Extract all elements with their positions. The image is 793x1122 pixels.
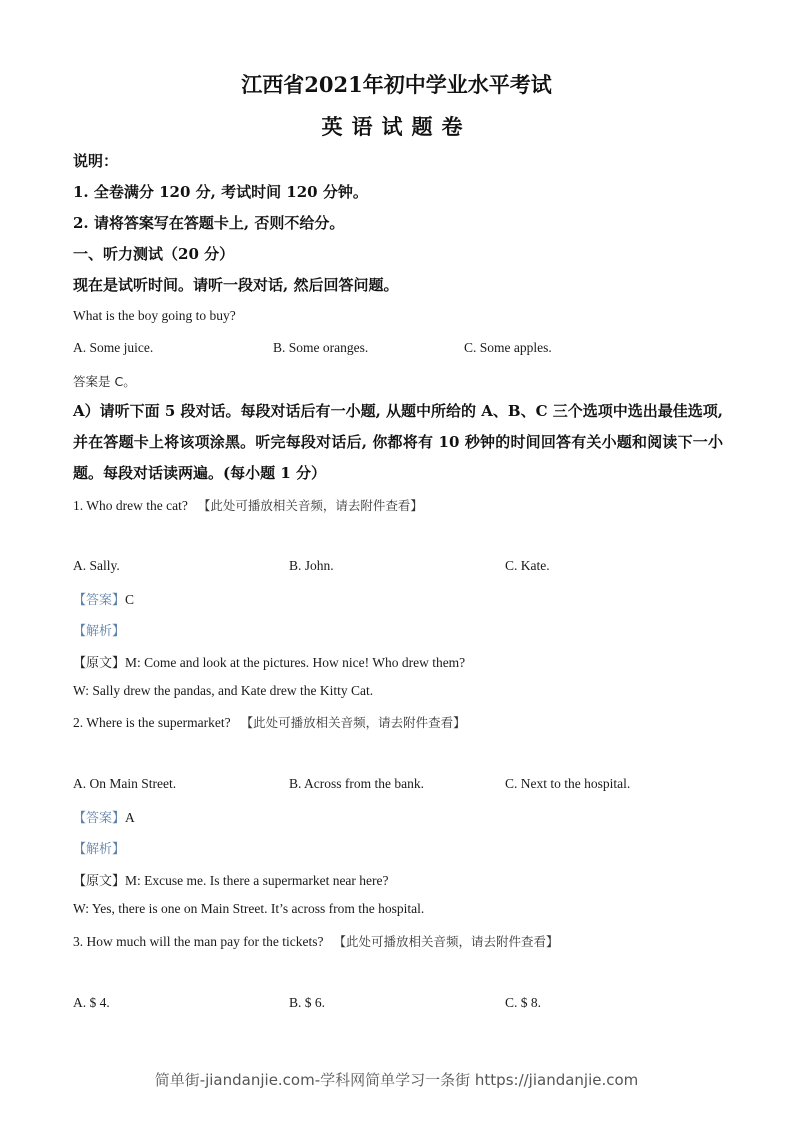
trial-option-b: B. Some oranges. [273,340,369,355]
answer-label: 【答案】 [73,811,126,826]
transcript-text: M: Come and look at the pictures. How nice! Who drew them? [125,655,466,670]
trial-question: What is the boy going to buy? [73,308,236,323]
section-heading: 一、听力测试（20 分） [73,245,235,263]
trial-option-c: C. Some apples. [464,340,552,355]
trial-intro: 现在是试听时间。请听一段对话, 然后回答问题。 [73,276,399,294]
answer-line [73,589,134,609]
option-c: C. Kate. [505,558,550,573]
answer-value: A [125,810,135,825]
question-3 [73,932,558,951]
option-c: C. Next to the hospital. [505,776,631,791]
transcript-text: W: Yes, there is one on Main Street. It’s across from the hospital. [73,901,425,916]
option-a: A. $ 4. [73,995,110,1010]
exam-title: 江西省2021年初中学业水平考试 [241,72,552,97]
option-c: C. $ 8. [505,995,542,1010]
option-a: A. Sally. [73,558,120,573]
analysis-label: 【解析】 [73,842,126,857]
original-label: 【原文】 [73,656,126,671]
option-b: B. Across from the bank. [289,776,424,791]
analysis-label: 【解析】 [73,624,126,639]
option-b: B. John. [289,558,334,573]
answer-label: 【答案】 [73,593,126,608]
instruction-item: 2. 请将答案写在答题卡上, 否则不给分。 [73,214,345,232]
transcript-text: M: Excuse me. Is there a supermarket near here? [125,873,389,888]
question-text: 2. Where is the supermarket? [73,715,231,730]
transcript-text: W: Sally drew the pandas, and Kate drew the Kitty Cat. [73,683,374,698]
trial-option-a: A. Some juice. [73,340,154,355]
transcript-line [73,652,465,672]
part-a-instructions: A）请听下面 5 段对话。每段对话后有一小题, 从题中所给的 A、B、C 三个选项中选出最佳选项, 并在答题卡上将该项涂黑。听完每段对话后, 你都将有 10 秒钟的时间回答有关小题和阅读下一小题。每段对话读两遍。(每小题 1 分） [73,402,723,482]
option-a: A. On Main Street. [73,776,177,791]
answer-line [73,807,135,827]
original-label: 【原文】 [73,874,126,889]
trial-answer: 答案是 C。 [73,374,136,389]
audio-note[interactable]: 【此处可播放相关音频，请去附件查看】 [197,498,423,513]
instruction-item: 1. 全卷满分 120 分, 考试时间 120 分钟。 [73,183,368,201]
question-text: 1. Who drew the cat? [73,498,188,513]
instructions-label: 说明： [73,152,119,170]
audio-note[interactable]: 【此处可播放相关音频，请去附件查看】 [333,934,559,949]
question-1 [73,496,423,515]
footer-watermark: 简单街-jiandanjie.com-学科网简单学习一条街 https://jiandanjie.com [154,1071,639,1089]
question-text: 3. How much will the man pay for the tickets? [73,934,324,949]
option-b: B. $ 6. [289,995,326,1010]
answer-value: C [125,592,135,607]
transcript-line [73,870,389,890]
audio-note[interactable]: 【此处可播放相关音频，请去附件查看】 [240,715,466,730]
exam-subtitle: 英语试题卷 [321,114,472,139]
question-2 [73,713,466,732]
